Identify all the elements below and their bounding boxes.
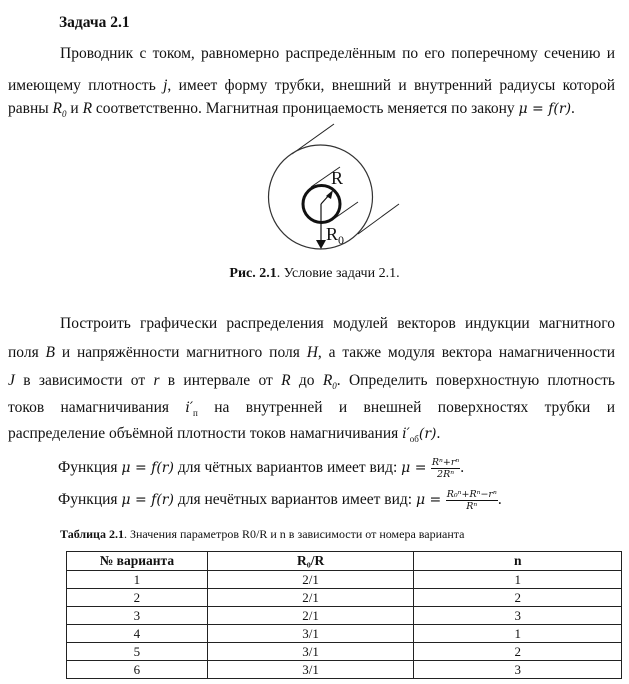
header-n: n (414, 552, 622, 571)
cell-ratio: 3/1 (207, 643, 414, 661)
cell-n: 3 (414, 661, 622, 679)
paragraph2-line3: J в зависимости от r в интервале от R до $R_0$. Определить поверхностную плотность (8, 372, 615, 392)
function-even: Функция μ = f(r) для чётных вариантов имеет вид: μ = $\frac{\text{Rⁿ+rⁿ}}{\text{2Rⁿ}}$ . (58, 456, 465, 480)
even-fraction: $\frac{\text{Rⁿ+rⁿ}}{\text{2Rⁿ}}$ (431, 456, 460, 480)
paragraph1-line3: равны $R_0$ и R соответственно. Магнитная проницаемость меняется по закону μ = f(r). (8, 100, 575, 120)
cell-ratio: 2/1 (207, 589, 414, 607)
table-row (67, 625, 622, 643)
cell-variant: 3 (67, 607, 208, 625)
cell-variant: 2 (67, 589, 208, 607)
cell-ratio: 2/1 (207, 571, 414, 589)
paragraph2-line5: распределение объёмной плотности токов намагничивания $i'_{об}(r)$. (8, 425, 441, 445)
table-row (67, 571, 622, 589)
cell-n: 2 (414, 643, 622, 661)
paragraph2-line1: Построить графически распределения модулей векторов индукции магнитного (60, 315, 615, 332)
table-caption: Таблица 2.1. Значения параметров R0/R и n в зависимости от номера варианта (60, 527, 465, 541)
cell-n: 1 (414, 625, 622, 643)
cell-n: 3 (414, 607, 622, 625)
figure-caption: Рис. 2.1. Условие задачи 2.1. (229, 266, 400, 281)
cell-variant: 1 (67, 571, 208, 589)
cell-ratio: 3/1 (207, 625, 414, 643)
arrowhead-down-icon (316, 240, 326, 249)
label-R0: $R_0$ (326, 224, 345, 247)
paragraph2-line2: поля B и напряжённости магнитного поля H, а также модуля вектора намагниченности (8, 344, 615, 361)
table-header-row (67, 552, 622, 571)
odd-fraction: $\frac{\text{R₀ⁿ+Rⁿ−rⁿ}}{\text{Rⁿ}}$ (446, 488, 497, 512)
cell-ratio: 2/1 (207, 607, 414, 625)
header-variant: № варианта (67, 552, 208, 571)
cell-variant: 5 (67, 643, 208, 661)
cell-variant: 4 (67, 625, 208, 643)
paragraph1-line1: Проводник с током, равномерно распределённым по его поперечному сечению и (60, 45, 615, 62)
paragraph2-line4: токов намагничивания $i'_п$ на внутренней и внешней поверхностях трубки и (8, 399, 615, 419)
table-row (67, 589, 622, 607)
cell-n: 1 (414, 571, 622, 589)
function-odd: Функция μ = f(r) для нечётных вариантов имеет вид: μ = $\frac{\text{R₀ⁿ+Rⁿ−rⁿ}}{\text{Rⁿ}}$ . (58, 488, 502, 512)
paragraph1-line2: имеющему плотность j, имеет форму трубки, внешний и внутренний радиусы которой (8, 77, 615, 94)
cell-ratio: 3/1 (207, 661, 414, 679)
label-R: R (331, 168, 344, 188)
cell-n: 2 (414, 589, 622, 607)
task-title: Задача 2.1 (59, 14, 130, 31)
tube-cross-section-figure (250, 110, 400, 260)
cell-variant: 6 (67, 661, 208, 679)
table-row (67, 607, 622, 625)
table-row (67, 661, 622, 679)
variant-parameters-table (66, 551, 622, 679)
header-ratio: R₀/R (207, 552, 414, 571)
outer-hatch-line-bottom (358, 204, 399, 234)
table-row (67, 643, 622, 661)
